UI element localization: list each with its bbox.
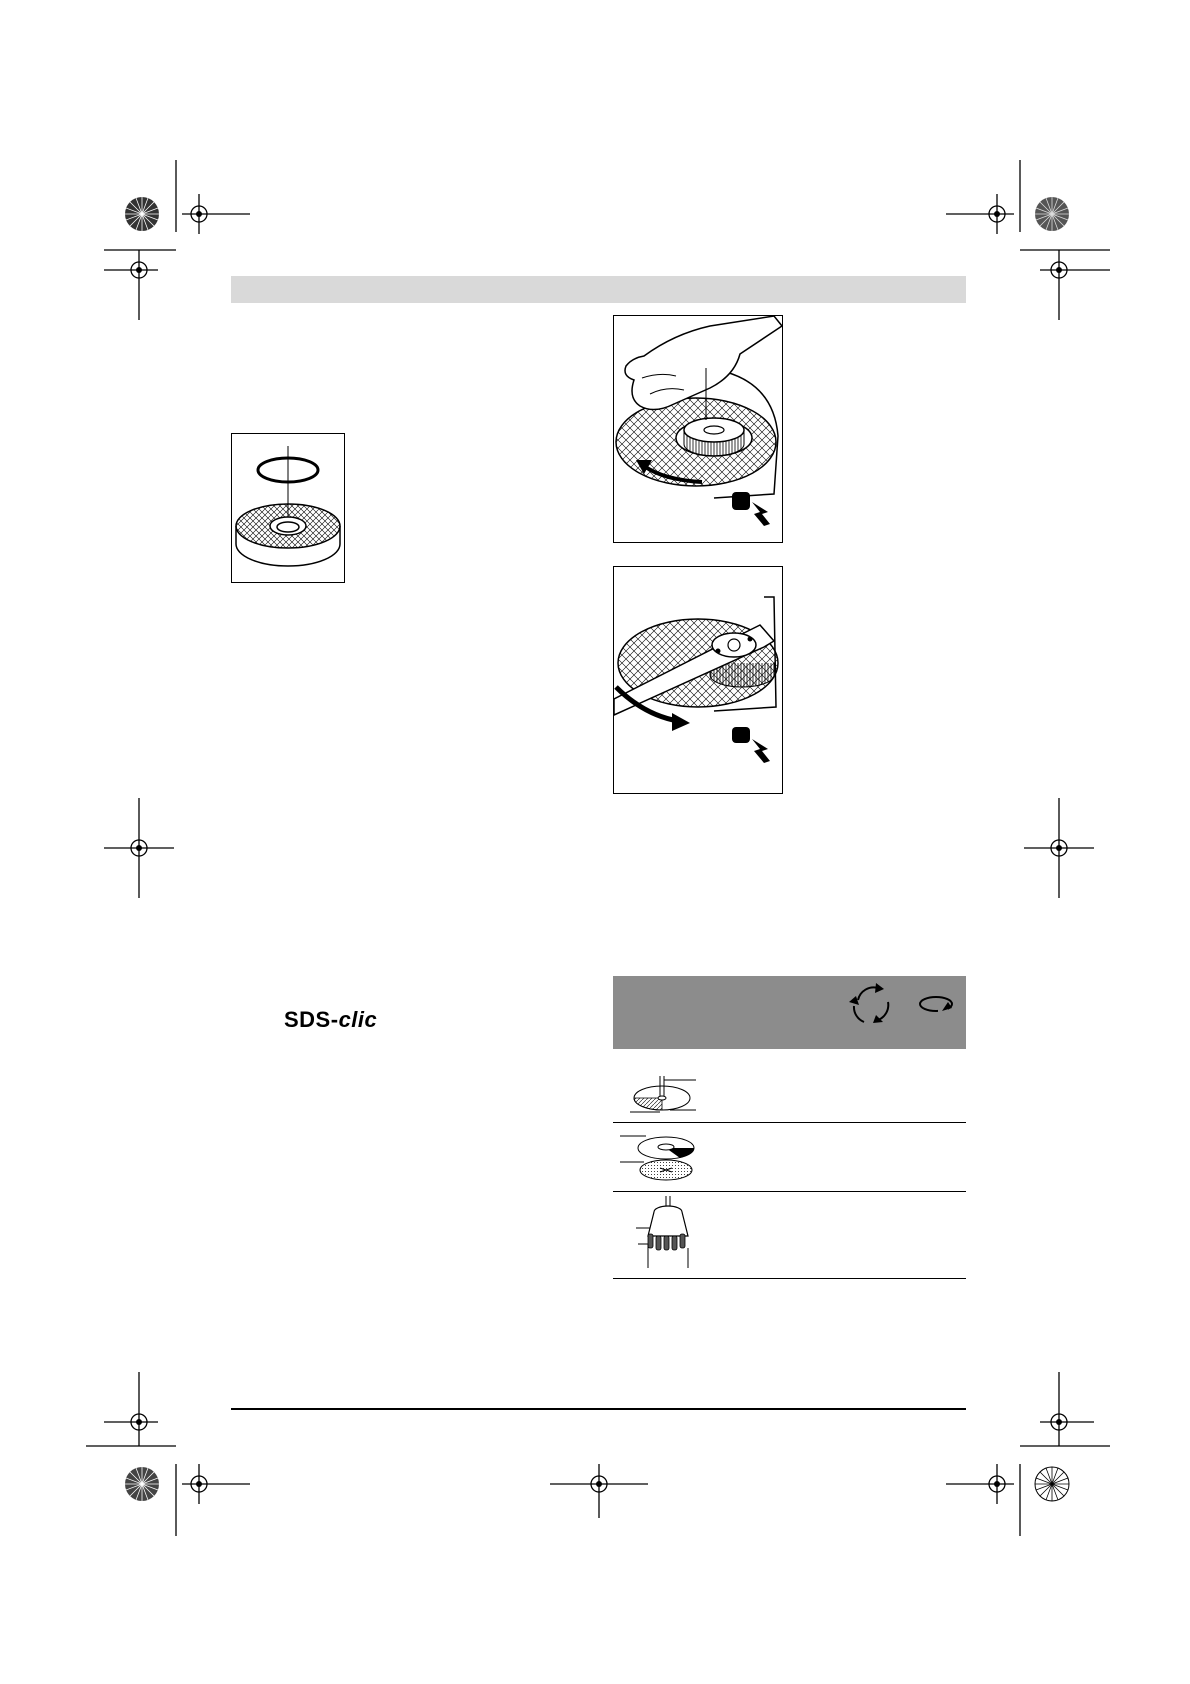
brand-prefix: SDS- [284, 1007, 339, 1032]
cup-brush-icon [636, 1196, 696, 1268]
registration-mark-icon [1024, 1372, 1094, 1446]
figure-o-ring-disc [231, 433, 345, 583]
registration-mark-icon [104, 798, 174, 898]
recycle-icon [848, 982, 894, 1026]
registration-mark-icon [104, 1372, 174, 1446]
registration-mark-icon [182, 1464, 250, 1504]
registration-mark-icon [104, 250, 174, 320]
header-bar [231, 276, 966, 303]
table-row-divider [613, 1191, 966, 1192]
brand-suffix: clic [338, 1007, 378, 1032]
rotation-direction-icon [918, 994, 956, 1014]
sds-clic-logo [284, 1007, 377, 1033]
registration-mark-icon [182, 194, 250, 234]
registration-mark-icon [550, 1464, 648, 1518]
color-target-icon [124, 196, 160, 232]
registration-mark-icon [946, 1464, 1014, 1504]
figure-hand-disc [613, 315, 783, 543]
figure-wrench-disc [613, 566, 783, 794]
backing-pad-icon [620, 1128, 700, 1188]
registration-mark-icon [1020, 250, 1110, 320]
table-row-divider [613, 1122, 966, 1123]
table-row-divider [613, 1278, 966, 1279]
footer-rule [231, 1408, 966, 1410]
table-header-band [613, 976, 966, 1049]
cutting-disc-icon [630, 1072, 700, 1118]
registration-mark-icon [1024, 798, 1094, 898]
registration-mark-icon [946, 194, 1014, 234]
color-target-icon [1034, 1466, 1070, 1502]
color-target-icon [1034, 196, 1070, 232]
color-target-icon [124, 1466, 160, 1502]
